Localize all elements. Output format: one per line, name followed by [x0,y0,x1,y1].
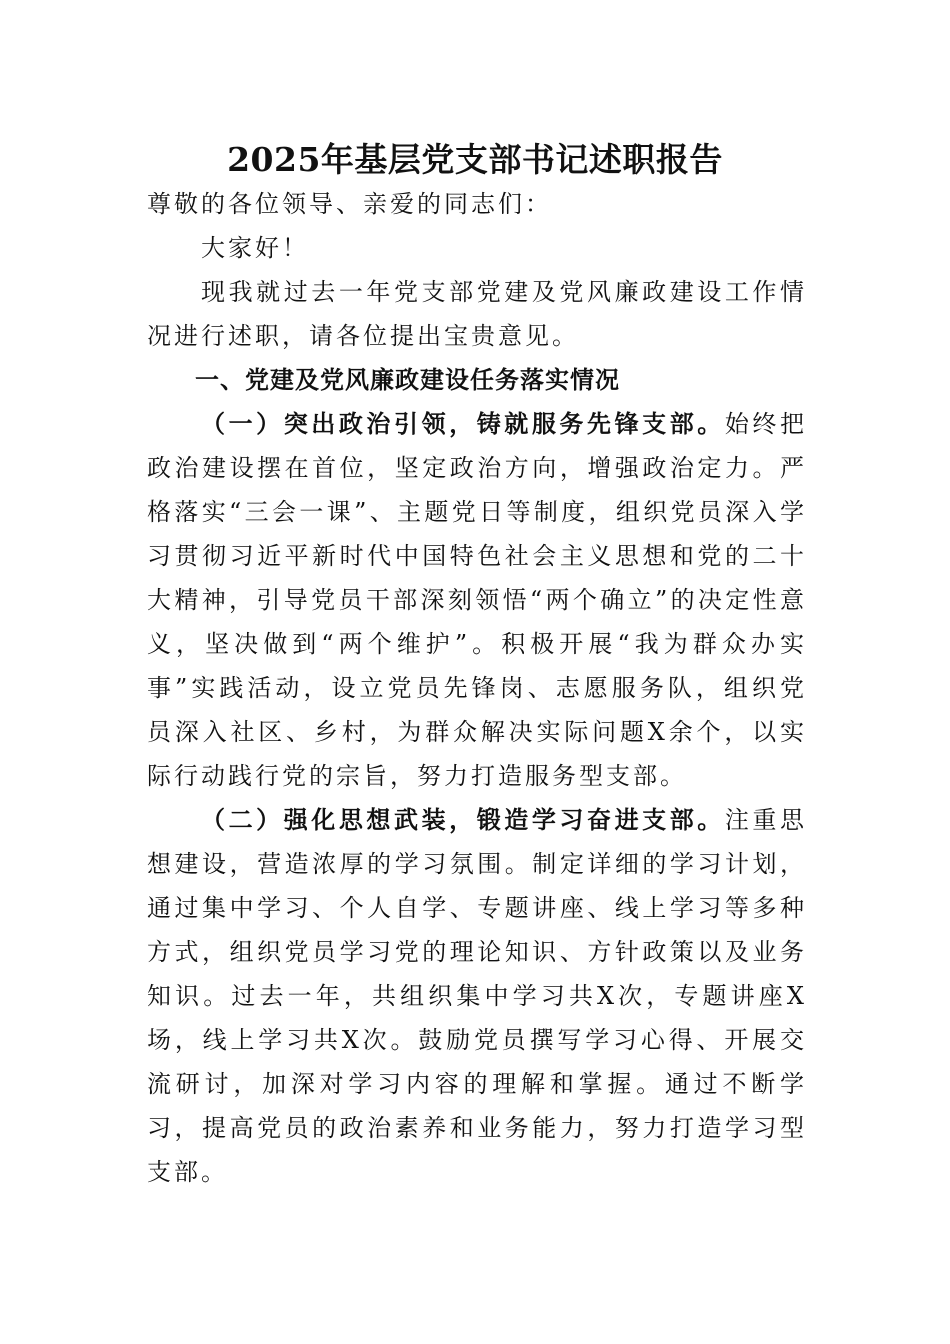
paragraph-item-1 [147,402,807,798]
paragraph-item-2-text: 注重思想建设，营造浓厚的学习氛围。制定详细的学习计划，通过集中学习、个人自学、专题讲座、线上学习等多种方式，组织党员学习党的理论知识、方针政策以及业务知识。过去一年，共组织集中学习共X次，专题讲座X场，线上学习共X次。鼓励党员撰写学习心得、开展交流研讨，加深对学习内容的理解和掌握。通过不断学习，提高党员的政治素养和业务能力，努力打造学习型支部。 [147,806,808,1186]
paragraph-item-1-lead: （一）突出政治引领，铸就服务先锋支部。 [201,409,725,438]
document-title: 2025年基层党支部书记述职报告 [227,140,723,180]
document-body [147,182,807,1194]
intro-paragraph: 现我就过去一年党支部党建及党风廉政建设工作情况进行述职，请各位提出宝贵意见。 [147,278,807,350]
section-heading: 一、党建及党风廉政建设任务落实情况 [195,366,620,394]
paragraph-item-2 [147,798,807,1194]
greeting: 大家好！ [201,234,309,262]
paragraph-item-1-text: 始终把政治建设摆在首位，坚定政治方向，增强政治定力。严格落实“三会一课”、主题党日等制度，组织党员深入学习贯彻习近平新时代中国特色社会主义思想和党的二十大精神，引导党员干部深刻领悟“两个确立”的决定性意义，坚决做到“两个维护”。积极开展“我为群众办实事”实践活动，设立党员先锋岗、志愿服务队，组织党员深入社区、乡村，为群众解决实际问题X余个，以实际行动践行党的宗旨，努力打造服务型支部。 [147,410,808,790]
paragraph-item-2-lead: （二）强化思想武装，锻造学习奋进支部。 [201,805,725,834]
salutation: 尊敬的各位领导、亲爱的同志们： [147,190,552,218]
